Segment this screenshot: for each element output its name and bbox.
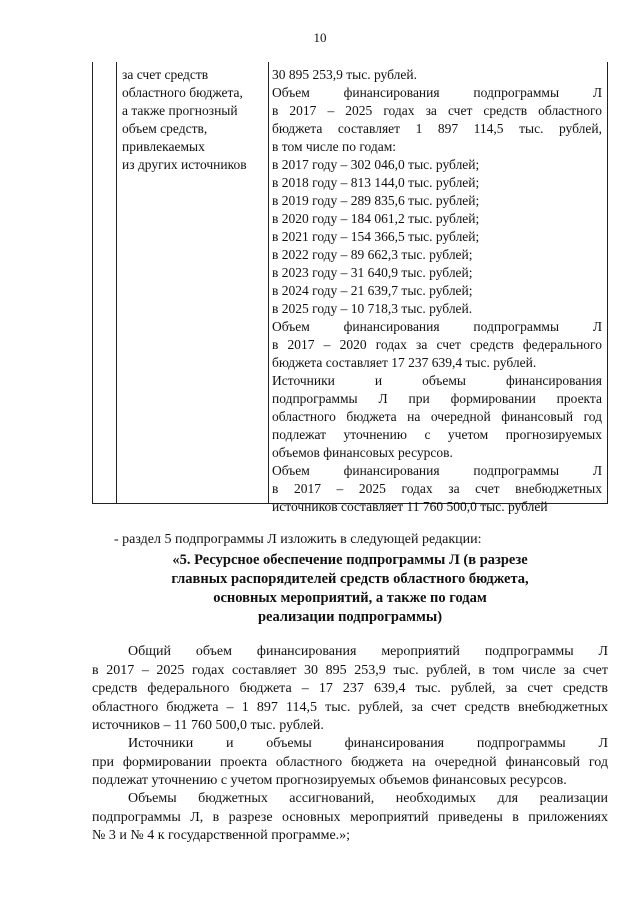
- right-line: в 2025 году – 10 718,3 тыс. рублей.: [272, 301, 473, 316]
- right-line: областного бюджета на очередной финансовый год: [272, 409, 602, 424]
- paragraph-line: Общий объем финансирования мероприятий подпрограммы Л: [128, 644, 608, 659]
- heading-line: основных мероприятий, а также по годам: [213, 590, 487, 606]
- right-line: в 2017 – 2025 годах за счет внебюджетных: [272, 481, 602, 496]
- paragraph-line: при формировании проекта областного бюджета на очередной финансовый год: [92, 754, 608, 770]
- paragraph-line: Источники и объемы финансирования подпрограммы Л: [128, 736, 608, 751]
- paragraph-total-funding: [92, 643, 608, 736]
- right-line: подлежат уточнению с учетом прогнозируемых: [272, 427, 602, 442]
- table-border-left: [92, 62, 93, 504]
- table-left-cell: [122, 66, 268, 174]
- left-line: областного бюджета,: [122, 85, 243, 100]
- right-line: Объем финансирования подпрограммы Л: [272, 85, 602, 100]
- paragraph-line: Объемы бюджетных ассигнований, необходимых для реализации: [128, 791, 608, 806]
- left-line: объем средств,: [122, 121, 208, 136]
- right-line: бюджета составляет 17 237 639,4 тыс. рублей.: [272, 355, 537, 370]
- right-line: в 2017 году – 302 046,0 тыс. рублей;: [272, 157, 480, 172]
- left-line: а также прогнозный: [122, 103, 238, 118]
- paragraph-line: средств федерального бюджета – 17 237 639,4 тыс. рублей, за счет средств: [92, 681, 608, 696]
- instruction-line: - раздел 5 подпрограммы Л изложить в следующей редакции:: [114, 532, 482, 547]
- right-line: источников составляет 11 760 500,0 тыс. рублей: [272, 499, 548, 514]
- funding-table: [92, 62, 608, 514]
- right-line: в 2019 году – 289 835,6 тыс. рублей;: [272, 193, 480, 208]
- paragraph-line: № 3 и № 4 к государственной программе.»;: [92, 828, 351, 843]
- table-right-cell: [272, 66, 602, 516]
- table-border-right: [607, 62, 608, 504]
- right-line: в 2023 году – 31 640,9 тыс. рублей;: [272, 265, 473, 280]
- table-border-col1: [116, 62, 117, 504]
- left-line: из других источников: [122, 157, 247, 172]
- right-line: в 2021 году – 154 366,5 тыс. рублей;: [272, 229, 480, 244]
- right-line: бюджета составляет 1 897 114,5 тыс. рублей,: [272, 121, 602, 136]
- heading-line: главных распорядителей средств областного бюджета,: [171, 571, 529, 587]
- paragraph-line: в 2017 – 2025 годах составляет 30 895 253,9 тыс. рублей, в том числе за счет: [92, 662, 608, 678]
- right-line: Объем финансирования подпрограммы Л: [272, 463, 602, 478]
- amendment-instruction: [114, 531, 630, 550]
- heading-line: «5. Ресурсное обеспечение подпрограммы Л (в разрезе: [172, 552, 528, 568]
- paragraph-line: подлежат уточнению с учетом прогнозируемых объемов финансовых ресурсов.: [92, 773, 567, 788]
- right-line: подпрограммы Л при формировании проекта: [272, 391, 602, 406]
- left-line: за счет средств: [122, 67, 209, 82]
- paragraph-line: областного бюджета – 1 897 114,5 тыс. рублей, за счет средств внебюджетных: [92, 699, 608, 715]
- right-line: в том числе по годам:: [272, 139, 397, 154]
- right-line: Объем финансирования подпрограммы Л: [272, 319, 602, 334]
- paragraph-sources: [92, 735, 608, 791]
- right-line: объемов финансовых ресурсов.: [272, 445, 453, 460]
- right-line: 30 895 253,9 тыс. рублей.: [272, 67, 417, 82]
- right-line: в 2017 – 2020 годах за счет средств федерального: [272, 337, 602, 352]
- right-line: Источники и объемы финансирования: [272, 373, 602, 388]
- right-line: в 2022 году – 89 662,3 тыс. рублей;: [272, 247, 473, 262]
- right-line: в 2017 – 2025 годах за счет средств областного: [272, 103, 602, 118]
- paragraph-line: подпрограммы Л, в разрезе основных мероприятий приведены в приложениях: [92, 809, 608, 825]
- paragraph-appropriations: [92, 790, 608, 846]
- paragraph-line: источников – 11 760 500,0 тыс. рублей.: [92, 718, 324, 733]
- right-line: в 2018 году – 813 144,0 тыс. рублей;: [272, 175, 480, 190]
- page-number: 10: [313, 30, 327, 45]
- right-line: в 2024 году – 21 639,7 тыс. рублей;: [272, 283, 473, 298]
- right-line: в 2020 году – 184 061,2 тыс. рублей;: [272, 211, 480, 226]
- heading-line: реализации подпрограммы): [257, 609, 443, 625]
- left-line: привлекаемых: [122, 139, 205, 154]
- table-border-col2: [268, 62, 269, 504]
- section-heading: [92, 551, 608, 627]
